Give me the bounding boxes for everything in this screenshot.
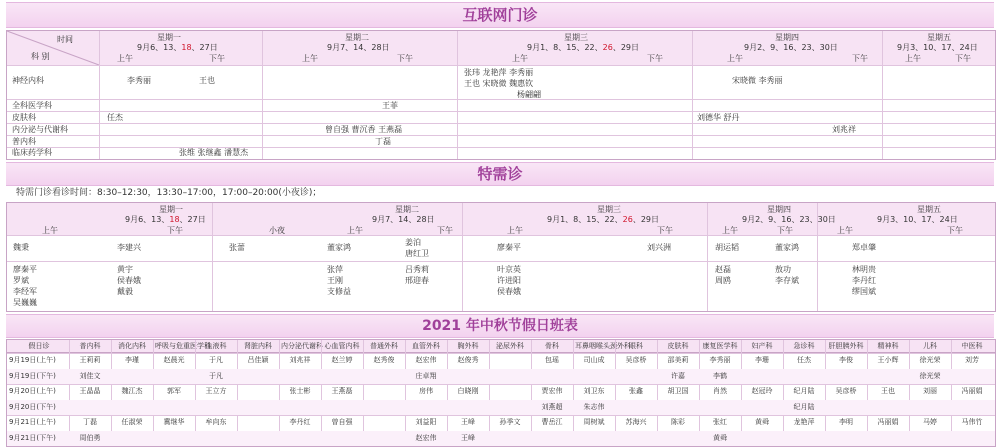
holiday-cell: 曾自强: [331, 418, 353, 426]
holiday-cell: 房伟: [419, 387, 433, 395]
sp-entry: 姜泊: [405, 238, 421, 247]
holiday-cell: 包瑶: [545, 356, 559, 364]
holiday-cell: 王立方: [205, 387, 227, 395]
derm-mon: 任杰: [107, 113, 123, 122]
derm-thu: 刘德华 舒丹: [697, 113, 740, 122]
holiday-header: 假日诊: [28, 342, 50, 350]
day-wed: 星期三: [564, 33, 588, 42]
holiday-header: 眼科: [629, 342, 643, 350]
holiday-header: 呼吸与危重医学科: [155, 342, 211, 350]
holiday-cell: 赵晨光: [163, 356, 185, 364]
holiday-cell: 贾宏伟: [541, 387, 563, 395]
am-label: 上午: [905, 54, 921, 63]
sp-entry: 缪国斌: [852, 287, 876, 296]
neuro-mon-pm: 王也: [199, 76, 215, 85]
date-thu: 9月2、9、16、23、30日: [744, 43, 838, 52]
am-label: 上午: [302, 54, 318, 63]
holiday-cell: 刘芳: [965, 356, 979, 364]
day-mon: 星期一: [157, 33, 181, 42]
sp-entry: 唐红卫: [405, 249, 429, 258]
sp-date-thu: 9月2、9、16、23、30日: [742, 215, 836, 224]
day-tue: 星期二: [345, 33, 369, 42]
holiday-cell: 李鹤: [713, 371, 727, 380]
corner-diagonal: [7, 31, 99, 65]
sp-entry: 张蕾: [229, 243, 245, 252]
holiday-header: 肾脏内科: [244, 342, 272, 350]
holiday-header: 内分泌代谢科: [281, 342, 323, 350]
pm-label: 下午: [852, 54, 868, 63]
sp-day-wed: 星期三: [597, 205, 621, 214]
holiday-date: 9月21日(上午): [9, 418, 56, 426]
sp-entry: 廖秦平: [497, 243, 521, 252]
sp-entry: 吴巍巍: [13, 298, 37, 307]
holiday-cell: 李丹红: [289, 418, 311, 426]
pm-label: 下午: [209, 54, 225, 63]
sp-entry: 董家鸿: [775, 243, 799, 252]
pm-label: 下午: [647, 54, 663, 63]
holiday-cell: 曹岳江: [541, 418, 563, 426]
sp-entry: 王刚: [327, 276, 343, 285]
sp-entry: 林明贵: [852, 265, 876, 274]
sp-entry: 侯春娥: [117, 276, 141, 285]
sp-entry: 戴毅: [117, 287, 133, 296]
holiday-cell: 赵兰婷: [331, 356, 353, 364]
sp-am: 上午: [837, 226, 853, 235]
holiday-cell: 刘丽: [923, 387, 937, 395]
dept-endo: 内分泌与代谢科: [12, 125, 68, 134]
date-fri: 9月3、10、17、24日: [897, 43, 978, 52]
holiday-title: 2021 年中秋节假日班表: [422, 318, 578, 334]
holiday-cell: 周树斌: [583, 418, 605, 426]
neuro-wed-extra: 杨翩翩: [517, 90, 541, 99]
sp-entry: 吕秀莉: [405, 265, 429, 274]
sp-entry: 支修益: [327, 287, 351, 296]
holiday-cell: 刘燕超: [541, 402, 563, 411]
holiday-cell: 肖然: [713, 387, 727, 395]
special-clinic-title: 特需诊: [477, 165, 523, 183]
holiday-cell: 徐光荣: [919, 371, 941, 380]
neuro-wed-am: 张玮 龙艳萍 李秀丽: [464, 68, 534, 77]
sp-entry: 廖秦平: [13, 265, 37, 274]
neuro-wed-am2: 王也 宋晓微 魏惠钦: [464, 79, 534, 88]
holiday-cell: 黄舜: [713, 433, 727, 442]
holiday-cell: 刘兆祥: [289, 356, 311, 364]
holiday-date: 9月19日(下午): [9, 371, 56, 380]
holiday-cell: 白晓刚: [457, 387, 479, 395]
holiday-table: [6, 339, 996, 447]
holiday-header: 泌尿外科: [496, 342, 524, 350]
holiday-cell: 王燕磊: [331, 387, 353, 395]
holiday-cell: 徐光荣: [919, 356, 941, 364]
holiday-cell: 刘佳文: [79, 371, 101, 380]
holiday-cell: 孙季文: [499, 418, 521, 426]
holiday-cell: 李秀丽: [709, 356, 731, 364]
holiday-cell: 李瑾: [125, 356, 139, 364]
holiday-header: 中医科: [961, 342, 983, 350]
holiday-cell: 王峰: [461, 433, 475, 442]
holiday-header: 康复医学科: [702, 342, 738, 350]
sp-am: 上午: [507, 226, 523, 235]
holiday-cell: 于凡: [209, 356, 223, 364]
holiday-header: 心血管内科: [324, 342, 360, 350]
holiday-cell: 任淑荣: [121, 418, 143, 426]
sp-date-wed: 9月1、8、15、22、26、29日: [547, 215, 660, 224]
holiday-cell: 王莉莉: [79, 356, 101, 364]
sp-day-tue: 星期二: [395, 205, 419, 214]
date-mon: 9月6、13、18、27日: [137, 43, 218, 52]
sp-entry: 周鸥: [715, 276, 731, 285]
holiday-cell: 王晶晶: [79, 387, 101, 395]
day-thu: 星期四: [775, 33, 799, 42]
holiday-cell: 周伯勇: [79, 433, 101, 442]
sp-entry: 李经军: [13, 287, 37, 296]
sp-entry: 许进阳: [497, 276, 521, 285]
sp-entry: 侯春娥: [497, 287, 521, 296]
holiday-header: 血液科: [205, 342, 227, 350]
date-wed: 9月1、8、15、22、26、29日: [527, 43, 640, 52]
holiday-header: 儿科: [923, 342, 937, 350]
holiday-cell: 于凡: [209, 371, 223, 380]
holiday-cell: 任杰: [797, 356, 811, 364]
pm-label: 下午: [397, 54, 413, 63]
holiday-cell: 王峰: [461, 418, 475, 426]
endo-tue: 曾自强 曹沉香 王燕磊: [325, 125, 403, 134]
holiday-cell: 龙艳萍: [793, 418, 815, 426]
sp-day-thu: 星期四: [767, 205, 791, 214]
holiday-cell: 马伟竹: [961, 418, 983, 426]
holiday-cell: 王也: [881, 387, 895, 395]
sp-am: 上午: [722, 226, 738, 235]
sp-entry: 郑卓肇: [852, 243, 876, 252]
holiday-cell: 丁磊: [83, 418, 97, 426]
derm-fri: 刘兆祥: [832, 125, 856, 134]
holiday-cell: 张红: [713, 418, 727, 426]
special-clinic-banner: [6, 162, 994, 186]
holiday-cell: 吕佳颖: [247, 356, 269, 364]
sp-entry: 李存斌: [775, 276, 799, 285]
holiday-cell: 赵宏伟: [415, 433, 437, 442]
holiday-date: 9月20日(下午): [9, 402, 56, 411]
sp-pm: 下午: [777, 226, 793, 235]
sp-entry: 敖功: [775, 265, 791, 274]
special-hours: 特需门诊看诊时间：8:30–12:30，13:30–17:00，17:00–20:00(小夜诊)；: [16, 188, 322, 198]
holiday-cell: 冯丽娟: [961, 387, 983, 395]
sp-am: 上午: [347, 226, 363, 235]
sp-day-fri: 星期五: [917, 205, 941, 214]
sp-entry: 魏秉: [13, 243, 29, 252]
sp-entry: 胡运韬: [715, 243, 739, 252]
holiday-cell: 邵美莉: [667, 356, 689, 364]
holiday-cell: 胡卫国: [667, 387, 689, 395]
holiday-header: 妇产科: [751, 342, 773, 350]
internet-clinic-title: 互联网门诊: [462, 6, 538, 24]
holiday-cell: 王小辉: [877, 356, 899, 364]
holiday-cell: 赵俊秀: [457, 356, 479, 364]
holiday-header: 普通外科: [370, 342, 398, 350]
holiday-cell: 赵宏伟: [415, 356, 437, 364]
holiday-cell: 司山成: [583, 356, 605, 364]
sp-entry: 董家鸿: [327, 243, 351, 252]
corner-cell: [7, 31, 100, 65]
holiday-header: 急诊科: [793, 342, 815, 350]
am-label: 上午: [512, 54, 528, 63]
holiday-header: 消化内科: [118, 342, 146, 350]
holiday-date: 9月20日(上午): [9, 387, 56, 395]
pm-label: 下午: [955, 54, 971, 63]
sp-pm: 下午: [437, 226, 453, 235]
am-label: 上午: [117, 54, 133, 63]
pharmacy-mon: 张维 张继鑫 潘慧杰: [179, 148, 249, 157]
holiday-cell: 李明: [839, 418, 853, 426]
holiday-cell: 牟向东: [205, 418, 227, 426]
holiday-cell: 李珊: [755, 356, 769, 364]
day-fri: 星期五: [927, 33, 951, 42]
holiday-cell: 赵秀俊: [373, 356, 395, 364]
holiday-cell: 朱志伟: [583, 402, 605, 411]
holiday-cell: 刘益阳: [415, 418, 437, 426]
dept-derm: 皮肤科: [12, 113, 36, 122]
holiday-cell: 许嘉: [671, 371, 685, 380]
sp-entry: 罗斌: [13, 276, 29, 285]
holiday-header: 胸外科: [457, 342, 479, 350]
holiday-cell: 刘卫东: [583, 387, 605, 395]
holiday-header: 耳鼻咽喉头颈外科: [575, 342, 631, 350]
sp-entry: 赵磊: [715, 265, 731, 274]
holiday-cell: 陈彩: [671, 418, 685, 426]
sp-am: 上午: [42, 226, 58, 235]
holiday-cell: 黄舜: [755, 418, 769, 426]
special-clinic-table: [6, 202, 996, 312]
holiday-cell: 冀继华: [163, 418, 185, 426]
sp-date-fri: 9月3、10、17、24日: [877, 215, 958, 224]
holiday-cell: 张鑫: [629, 387, 643, 395]
sp-pm: 下午: [167, 226, 183, 235]
holiday-cell: 吴彦桥: [835, 387, 857, 395]
neuro-mon-am: 李秀丽: [127, 76, 151, 85]
sp-entry: 刘兴洲: [647, 243, 671, 252]
holiday-header: 普内科: [79, 342, 101, 350]
holiday-header: 骨科: [545, 342, 559, 350]
holiday-header: 皮肤科: [667, 342, 689, 350]
holiday-header: 精神科: [877, 342, 899, 350]
sp-entry: 叶京英: [497, 265, 521, 274]
sp-entry: 张萍: [327, 265, 343, 274]
am-label: 上午: [727, 54, 743, 63]
sp-entry: 邢迎春: [405, 276, 429, 285]
date-tue: 9月7、14、28日: [327, 43, 390, 52]
holiday-cell: 纪月陆: [793, 387, 815, 395]
sp-night: 小夜: [269, 226, 285, 235]
sp-entry: 黄宇: [117, 265, 133, 274]
holiday-cell: 李俊: [839, 356, 853, 364]
internet-clinic-banner: [6, 2, 994, 28]
dept-general: 全科医学科: [12, 101, 52, 110]
holiday-header: 肝胆胰外科: [828, 342, 864, 350]
holiday-header: 血管外科: [412, 342, 440, 350]
sp-pm: 下午: [657, 226, 673, 235]
sp-pm: 下午: [947, 226, 963, 235]
holiday-banner: [6, 314, 994, 338]
holiday-cell: 苏海兴: [625, 418, 647, 426]
holiday-date: 9月19日(上午): [9, 356, 56, 364]
internet-clinic-table: [6, 30, 996, 160]
holiday-date: 9月21日(下午): [9, 433, 56, 442]
holiday-cell: 马婷: [923, 418, 937, 426]
corner-dept: 科 别: [31, 52, 50, 61]
corner-time: 时间: [57, 35, 73, 44]
holiday-cell: 吴彦桥: [625, 356, 647, 364]
holiday-cell: 庄卓翔: [415, 371, 437, 380]
sp-entry: 李建兴: [117, 243, 141, 252]
holiday-cell: 郭军: [167, 387, 181, 395]
sp-entry: 李丹红: [852, 276, 876, 285]
holiday-cell: 赵冠玲: [751, 387, 773, 395]
dept-neurology: 神经内科: [12, 76, 44, 85]
internal-tue: 丁磊: [375, 137, 391, 146]
dept-pharmacy: 临床药学科: [12, 148, 52, 157]
holiday-cell: 张士彬: [289, 387, 311, 395]
neuro-thu-am: 宋晓微 李秀丽: [732, 76, 783, 85]
holiday-cell: 冯丽娟: [877, 418, 899, 426]
holiday-cell: 魏江杰: [121, 387, 143, 395]
holiday-cell: 纪月陆: [793, 402, 815, 411]
sp-date-mon: 9月6、13、18、27日: [125, 215, 206, 224]
dept-internal: 普内科: [12, 137, 36, 146]
sp-day-mon: 星期一: [159, 205, 183, 214]
sp-date-tue: 9月7、14、28日: [372, 215, 435, 224]
general-tue: 王菲: [382, 101, 398, 110]
